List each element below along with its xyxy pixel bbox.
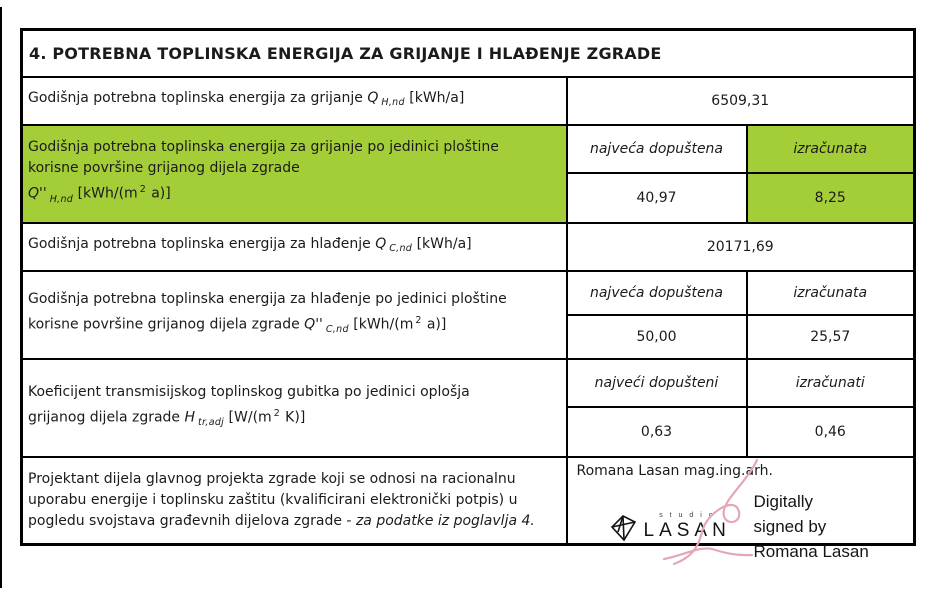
digsig-line1: Digitally xyxy=(753,491,814,511)
value-cooling-total: 20171,69 xyxy=(567,223,915,271)
unit-text: [kWh/a] xyxy=(412,235,472,252)
symbol: H xyxy=(184,409,196,426)
row-label-transmission xyxy=(22,359,567,457)
unit-superscript: 2 xyxy=(273,407,280,419)
calc-value-heating: 8,25 xyxy=(747,173,915,223)
limit-value-transmission: 0,63 xyxy=(567,407,747,457)
unit-text: [kWh/a] xyxy=(404,89,465,106)
unit-superscript: 2 xyxy=(139,184,146,196)
designer-text: Projektant dijela glavnog projekta zgrade koji se odnosi na racionalnu uporabu energije i toplinsku zaštitu (kvalificirani elektronički potpis) u pogledu svojstava građevnih dijelova zgrade - xyxy=(28,470,518,529)
symbol: Q xyxy=(367,89,379,106)
unit-superscript: 2 xyxy=(415,314,422,326)
studio-lasan-logo xyxy=(610,512,731,542)
calc-header-cooling: izračunata xyxy=(747,271,915,315)
symbol: Q'' xyxy=(28,185,47,202)
lasan-logo-icon xyxy=(610,514,637,542)
row-label-heating-specific xyxy=(22,125,567,223)
digsig-line2: signed by xyxy=(753,516,827,536)
label-line2: korisne površine grijanog dijela zgrade xyxy=(28,316,305,333)
section-title: 4. POTREBNA TOPLINSKA ENERGIJA ZA GRIJANJE I HLAĐENJE ZGRADE xyxy=(22,30,915,77)
symbol: Q xyxy=(375,235,387,252)
unit-text-a: [kWh/(m xyxy=(73,185,138,202)
logo-text xyxy=(644,512,731,542)
calc-header-transmission: izračunati xyxy=(747,359,915,407)
symbol-subscript: tr,adj xyxy=(198,417,225,429)
label-text: Godišnja potrebna toplinska energija za hlađenje xyxy=(28,235,376,252)
label-line1: Godišnja potrebna toplinska energija za hlađenje po jedinici ploštine xyxy=(28,290,507,307)
designer-text-italic: za podatke iz poglavlja 4. xyxy=(355,512,535,529)
logo-studio-text: s t u d i o xyxy=(659,511,716,519)
limit-header-heating: najveća dopuštena xyxy=(567,125,747,173)
limit-header-cooling: najveća dopuštena xyxy=(567,271,747,315)
value-heating-total: 6509,31 xyxy=(567,77,915,125)
limit-value-heating: 40,97 xyxy=(567,173,747,223)
calc-header-heating: izračunata xyxy=(747,125,915,173)
digital-signature-text[interactable] xyxy=(754,489,869,564)
row-label-cooling-specific xyxy=(22,271,567,359)
page-border-line xyxy=(0,7,2,588)
label-line2: korisne površine grijanog dijela zgrade xyxy=(28,160,300,177)
calc-value-transmission: 0,46 xyxy=(747,407,915,457)
unit-text-b: K)] xyxy=(280,409,306,426)
digsig-line3: Romana Lasan xyxy=(753,541,869,561)
label-text: Godišnja potrebna toplinska energija za grijanje xyxy=(28,89,368,106)
label-line1: Koeficijent transmisijskog toplinskog gubitka po jedinici oplošja xyxy=(28,383,470,400)
label-line2: grijanog dijela zgrade xyxy=(28,409,185,426)
logo-lasan-text: LASAN xyxy=(643,519,731,541)
calc-value-cooling: 25,57 xyxy=(747,315,915,359)
limit-value-cooling: 50,00 xyxy=(567,315,747,359)
row-label-heating-total xyxy=(22,77,567,125)
unit-text-b: a)] xyxy=(422,316,447,333)
symbol-subscript: H,nd xyxy=(49,193,74,205)
unit-text-a: [kWh/(m xyxy=(348,316,414,333)
unit-text-b: a)] xyxy=(146,185,171,202)
signature-cell xyxy=(567,457,915,561)
limit-header-transmission: najveći dopušteni xyxy=(567,359,747,407)
document-table xyxy=(20,28,916,561)
symbol-subscript: C,nd xyxy=(325,324,349,336)
unit-text-a: [W/(m xyxy=(224,409,272,426)
label-line1: Godišnja potrebna toplinska energija za grijanje po jedinici ploštine xyxy=(28,139,499,156)
signer-name: Romana Lasan mag.ing.arh. xyxy=(576,462,773,479)
symbol-subscript: H,nd xyxy=(381,97,405,109)
symbol-subscript: C,nd xyxy=(389,243,413,255)
row-label-cooling-total xyxy=(22,223,567,271)
symbol: Q'' xyxy=(304,316,323,333)
designer-label xyxy=(22,457,567,545)
